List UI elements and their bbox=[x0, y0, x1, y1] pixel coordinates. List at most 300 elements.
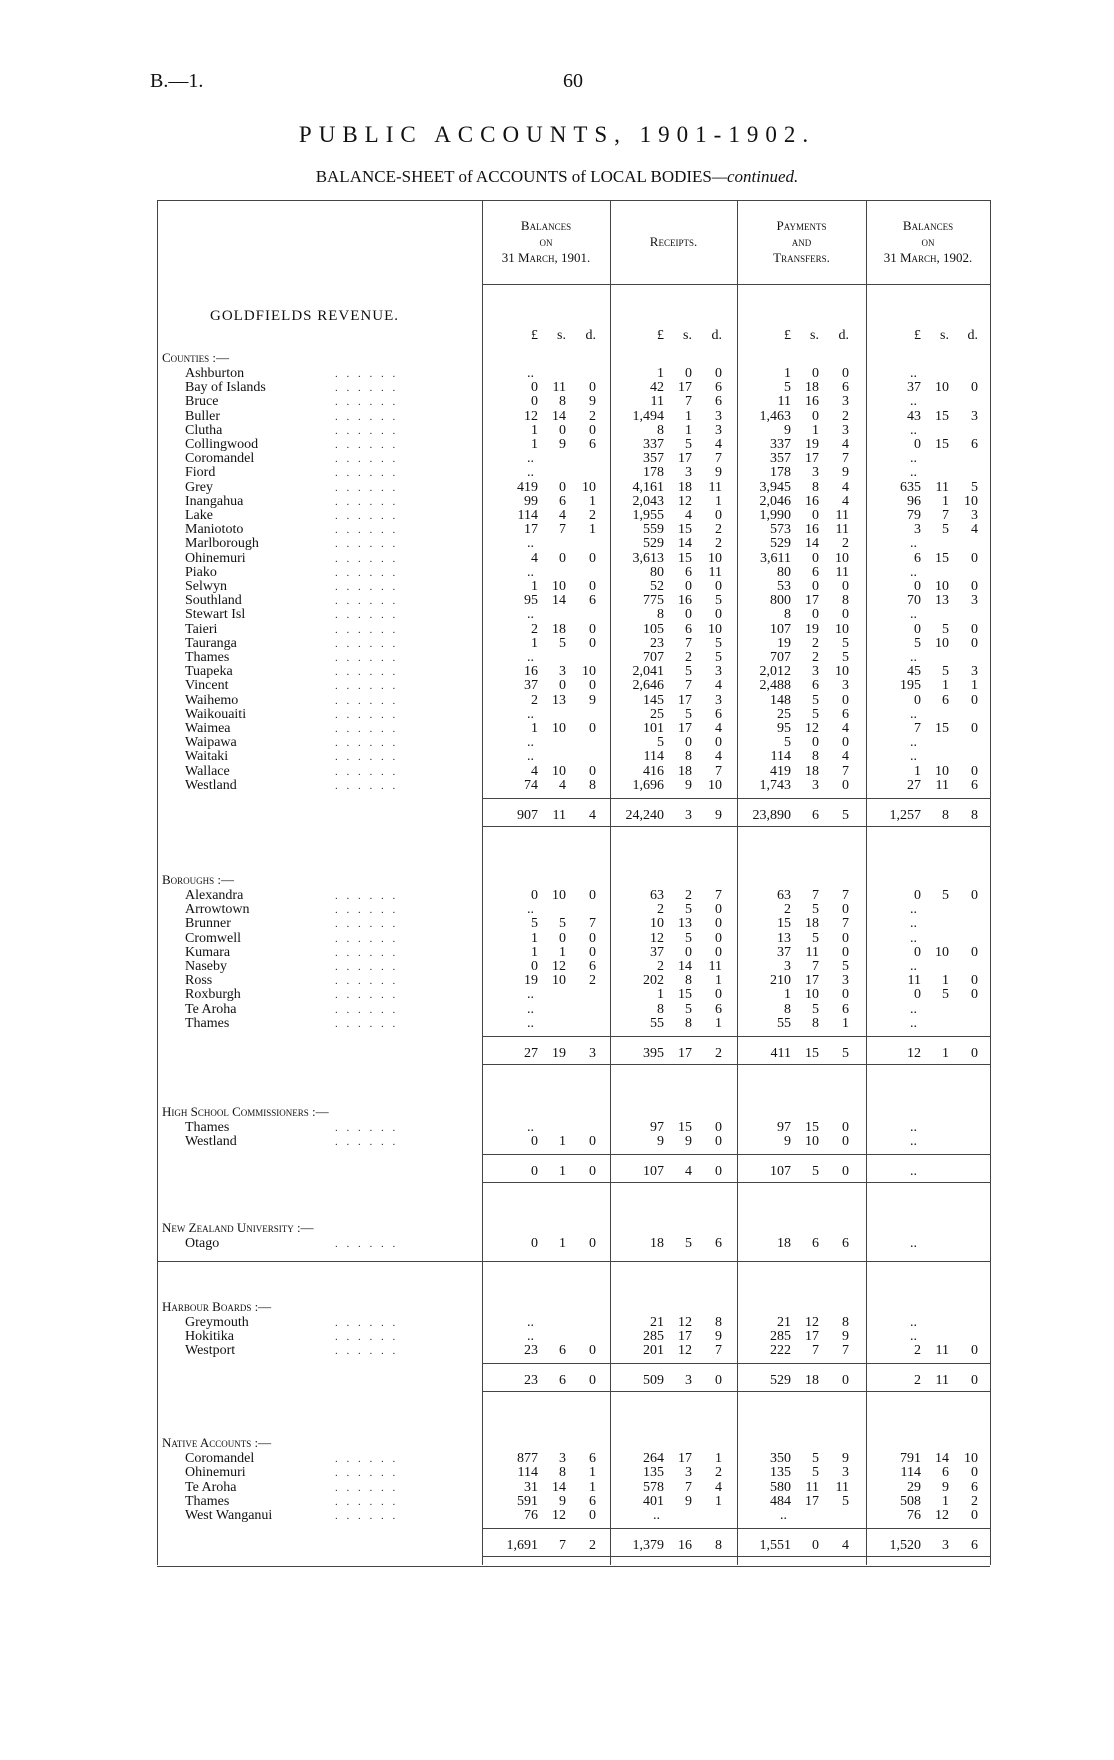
table-cell: 145 bbox=[643, 692, 664, 708]
table-cell: 1,696 bbox=[632, 777, 664, 793]
row-name: Waikouaiti bbox=[185, 706, 247, 722]
table-cell: 5 bbox=[812, 706, 819, 722]
table-cell: 0 bbox=[842, 1164, 849, 1180]
table-cell: 1,551 bbox=[759, 1538, 791, 1554]
table-cell: 1 bbox=[531, 930, 538, 946]
table-cell: 395 bbox=[643, 1046, 664, 1061]
table-cell: 107 bbox=[770, 621, 791, 637]
row-name: Te Aroha bbox=[185, 1001, 237, 1017]
row-name: Thames bbox=[185, 1015, 230, 1031]
table-cell: 19 bbox=[777, 635, 791, 651]
table-cell: 401 bbox=[643, 1493, 664, 1509]
unit-label-pence: d. bbox=[967, 328, 978, 343]
table-cell: 10 bbox=[650, 916, 664, 932]
unit-label-shilling: s. bbox=[940, 328, 949, 343]
table-cell: 3 bbox=[842, 678, 849, 694]
table-cell: 3 bbox=[715, 408, 722, 424]
table-cell: 4 bbox=[842, 1538, 849, 1554]
table-cell: 0 bbox=[971, 621, 978, 637]
column-header-line: and bbox=[791, 234, 812, 249]
table-cell: 19 bbox=[805, 437, 819, 452]
table-cell: 6 bbox=[589, 593, 596, 609]
table-cell: 8 bbox=[842, 1314, 849, 1330]
table-cell: 2 bbox=[589, 973, 596, 989]
table-cell: 96 bbox=[907, 493, 921, 509]
table-cell: 9 bbox=[559, 437, 566, 452]
table-cell: 13 bbox=[935, 593, 949, 609]
table-cell: .. bbox=[910, 916, 917, 932]
table-cell: .. bbox=[527, 706, 534, 722]
table-cell: 0 bbox=[842, 579, 849, 594]
table-cell: 0 bbox=[589, 550, 596, 566]
total-separator bbox=[482, 1154, 990, 1155]
table-cell: 5 bbox=[685, 930, 692, 946]
table-cell: 0 bbox=[685, 735, 692, 751]
table-cell: 1 bbox=[942, 1493, 949, 1509]
table-cell: 3 bbox=[685, 465, 692, 481]
unit-label-pence: d. bbox=[711, 328, 722, 343]
table-cell: 6 bbox=[685, 564, 692, 580]
table-cell: 0 bbox=[589, 635, 596, 651]
table-cell: 4 bbox=[685, 1164, 692, 1180]
column-header-line: Balances bbox=[902, 218, 954, 233]
table-cell: .. bbox=[527, 465, 534, 481]
dot-leader: . . . . . . bbox=[335, 890, 399, 902]
page-subtitle bbox=[0, 167, 1114, 187]
table-cell: 17 bbox=[805, 1328, 819, 1344]
table-cell: 0 bbox=[812, 735, 819, 751]
table-cell: 7 bbox=[559, 1538, 566, 1554]
table-cell: 23 bbox=[524, 1343, 538, 1358]
table-cell: 0 bbox=[715, 916, 722, 932]
table-cell: 9 bbox=[842, 1451, 849, 1467]
table-cell: 11 bbox=[650, 394, 664, 410]
table-cell: 6 bbox=[842, 380, 849, 396]
table-cell: 4 bbox=[715, 721, 722, 736]
row-name: Brunner bbox=[185, 916, 231, 932]
total-separator bbox=[482, 1036, 990, 1037]
table-cell: 1 bbox=[685, 408, 692, 424]
dot-leader: . . . . . . bbox=[335, 1017, 399, 1030]
table-cell: 0 bbox=[715, 902, 722, 918]
table-cell: 6 bbox=[971, 1479, 978, 1495]
total-separator bbox=[482, 1391, 990, 1392]
table-cell: 3 bbox=[914, 522, 921, 538]
table-cell: 4 bbox=[842, 721, 849, 736]
row-name: Cromwell bbox=[185, 930, 241, 946]
table-cell: 0 bbox=[685, 944, 692, 960]
total-separator bbox=[482, 798, 990, 799]
table-cell: 3 bbox=[559, 664, 566, 680]
table-cell: 6 bbox=[589, 437, 596, 452]
table-cell: 3,613 bbox=[632, 550, 664, 566]
table-cell: 4 bbox=[715, 749, 722, 765]
table-cell: 1,379 bbox=[632, 1538, 664, 1554]
table-cell: .. bbox=[910, 1328, 917, 1344]
table-cell: 578 bbox=[643, 1479, 664, 1495]
table-cell: 2,046 bbox=[759, 493, 791, 509]
table-cell: 70 bbox=[907, 593, 921, 609]
table-cell: 5 bbox=[685, 902, 692, 918]
goldfields-heading: GOLDFIELDS REVENUE. bbox=[210, 308, 399, 324]
table-cell: 9 bbox=[685, 777, 692, 793]
table-cell: 13 bbox=[777, 930, 791, 946]
table-cell: 1 bbox=[685, 422, 692, 438]
table-cell: 11 bbox=[935, 479, 949, 495]
table-cell: 18 bbox=[650, 1236, 664, 1252]
table-cell: 0 bbox=[589, 579, 596, 594]
table-cell: 5 bbox=[685, 437, 692, 452]
table-cell: 10 bbox=[935, 635, 949, 651]
table-cell: 3 bbox=[971, 508, 978, 523]
table-cell: 2 bbox=[657, 902, 664, 918]
table-cell: .. bbox=[910, 394, 917, 410]
table-cell: 8 bbox=[685, 1015, 692, 1031]
table-cell: 1,257 bbox=[889, 808, 921, 823]
table-cell: 0 bbox=[971, 987, 978, 1003]
table-cell: 0 bbox=[914, 437, 921, 452]
table-cell: 7 bbox=[589, 916, 596, 932]
table-cell: 107 bbox=[770, 1164, 791, 1180]
row-name: Bay of Islands bbox=[185, 380, 266, 396]
table-cell: 17 bbox=[678, 1046, 692, 1061]
table-cell: 5 bbox=[812, 1001, 819, 1017]
row-name: Roxburgh bbox=[185, 987, 241, 1003]
table-cell: 5 bbox=[685, 664, 692, 680]
table-cell: .. bbox=[527, 1015, 534, 1031]
table-cell: 411 bbox=[770, 1046, 791, 1061]
table-cell: 12 bbox=[552, 1508, 566, 1523]
table-cell: 10 bbox=[935, 380, 949, 396]
table-cell: 0 bbox=[589, 888, 596, 903]
table-row bbox=[0, 1134, 1114, 1150]
table-cell: 8 bbox=[812, 749, 819, 765]
table-cell: 27 bbox=[524, 1046, 538, 1061]
table-cell: 0 bbox=[715, 1120, 722, 1135]
table-cell: 14 bbox=[935, 1451, 949, 1467]
table-cell: 1 bbox=[784, 366, 791, 381]
table-cell: 0 bbox=[589, 1373, 596, 1389]
row-name: Thames bbox=[185, 1493, 230, 1509]
table-cell: 1 bbox=[715, 1451, 722, 1467]
column-header-line: Transfers. bbox=[773, 250, 830, 265]
table-cell: 0 bbox=[971, 888, 978, 903]
table-cell: 14 bbox=[805, 536, 819, 552]
row-name: Tauranga bbox=[185, 635, 237, 651]
table-cell: 23 bbox=[650, 635, 664, 651]
table-cell: 1 bbox=[559, 944, 566, 960]
table-cell: 16 bbox=[805, 522, 819, 538]
table-cell: 11 bbox=[935, 777, 949, 793]
table-cell: 559 bbox=[643, 522, 664, 538]
table-cell: 7 bbox=[842, 763, 849, 779]
table-cell: 6 bbox=[589, 959, 596, 974]
table-cell: .. bbox=[910, 706, 917, 722]
table-cell: 5 bbox=[942, 621, 949, 637]
row-name: Piako bbox=[185, 564, 217, 580]
dot-leader: . . . . . . bbox=[335, 765, 399, 778]
row-name: Waihemo bbox=[185, 692, 239, 708]
table-cell: 6 bbox=[942, 1465, 949, 1481]
dot-leader: . . . . . . bbox=[335, 904, 399, 917]
table-cell: 4 bbox=[559, 777, 566, 793]
table-cell: 6 bbox=[715, 706, 722, 722]
table-cell: 0 bbox=[589, 422, 596, 438]
table-cell: 10 bbox=[935, 944, 949, 960]
table-cell: 0 bbox=[685, 579, 692, 594]
table-cell: 1 bbox=[812, 422, 819, 438]
table-cell: 3 bbox=[715, 692, 722, 708]
table-cell: 9 bbox=[657, 1134, 664, 1150]
table-cell: 11 bbox=[935, 1373, 949, 1389]
table-cell: 18 bbox=[777, 1236, 791, 1252]
row-name: Naseby bbox=[185, 959, 227, 974]
table-cell: 7 bbox=[715, 451, 722, 467]
table-cell: 17 bbox=[805, 451, 819, 467]
table-cell: 37 bbox=[907, 380, 921, 396]
table-cell: 1 bbox=[559, 1164, 566, 1180]
table-cell: 9 bbox=[942, 1479, 949, 1495]
table-cell: 1,990 bbox=[759, 508, 791, 523]
table-cell: 10 bbox=[708, 621, 722, 637]
table-cell: 14 bbox=[552, 408, 566, 424]
table-cell: 0 bbox=[559, 479, 566, 495]
dot-leader: . . . . . . bbox=[335, 1238, 399, 1251]
row-name: Marlborough bbox=[185, 536, 259, 552]
column-header bbox=[610, 218, 737, 250]
table-cell: 9 bbox=[715, 465, 722, 481]
dot-leader: . . . . . . bbox=[335, 989, 399, 1002]
table-cell: 8 bbox=[559, 394, 566, 410]
table-cell: 37 bbox=[524, 678, 538, 694]
table-cell: 0 bbox=[971, 1465, 978, 1481]
table-cell: 11 bbox=[935, 1343, 949, 1358]
table-cell: 7 bbox=[812, 1343, 819, 1358]
table-cell: 0 bbox=[971, 1373, 978, 1389]
table-cell: 1 bbox=[531, 721, 538, 736]
table-cell: 7 bbox=[715, 1343, 722, 1358]
table-cell: 0 bbox=[842, 930, 849, 946]
table-cell: 10 bbox=[552, 888, 566, 903]
table-cell: 0 bbox=[715, 366, 722, 381]
table-cell: 4 bbox=[589, 808, 596, 823]
table-cell: 1 bbox=[842, 1015, 849, 1031]
table-cell: 37 bbox=[650, 944, 664, 960]
table-cell: 12 bbox=[678, 1314, 692, 1330]
table-cell: 5 bbox=[942, 522, 949, 538]
dot-leader: . . . . . . bbox=[335, 609, 399, 622]
table-cell: 0 bbox=[971, 763, 978, 779]
table-cell: 0 bbox=[914, 579, 921, 594]
dot-leader: . . . . . . bbox=[335, 680, 399, 693]
table-cell: 95 bbox=[777, 721, 791, 736]
table-cell: 6 bbox=[715, 380, 722, 396]
table-cell: 114 bbox=[900, 1465, 921, 1481]
table-cell: 1 bbox=[942, 678, 949, 694]
dot-leader: . . . . . . bbox=[335, 737, 399, 750]
table-cell: 1 bbox=[715, 973, 722, 989]
table-cell: 11 bbox=[835, 1479, 849, 1495]
table-cell: 11 bbox=[777, 394, 791, 410]
table-cell: 1 bbox=[715, 1493, 722, 1509]
table-cell: 11 bbox=[805, 1479, 819, 1495]
table-cell: 2 bbox=[715, 522, 722, 538]
section-title: High School Commissioners :— bbox=[162, 1104, 329, 1119]
table-cell: 6 bbox=[685, 621, 692, 637]
table-cell: 5 bbox=[914, 635, 921, 651]
table-cell: .. bbox=[910, 1134, 917, 1150]
table-cell: 135 bbox=[770, 1465, 791, 1481]
table-cell: 80 bbox=[777, 564, 791, 580]
table-cell: 8 bbox=[657, 607, 664, 623]
table-cell: 7 bbox=[842, 888, 849, 903]
table-cell: 0 bbox=[589, 944, 596, 960]
column-header-line: on bbox=[539, 234, 553, 249]
section-title: Boroughs :— bbox=[162, 872, 235, 887]
table-cell: 2 bbox=[531, 692, 538, 708]
table-cell: 0 bbox=[531, 394, 538, 410]
row-name: Waimea bbox=[185, 721, 231, 736]
table-cell: 21 bbox=[650, 1314, 664, 1330]
table-cell: 1,743 bbox=[759, 777, 791, 793]
table-cell: 11 bbox=[708, 479, 722, 495]
row-name: Wallace bbox=[185, 763, 230, 779]
table-cell: 0 bbox=[842, 777, 849, 793]
dot-leader: . . . . . . bbox=[335, 694, 399, 707]
table-cell: 5 bbox=[715, 635, 722, 651]
table-cell: 8 bbox=[685, 973, 692, 989]
table-cell: 3 bbox=[559, 1451, 566, 1467]
table-cell: 419 bbox=[770, 763, 791, 779]
row-name: Ohinemuri bbox=[185, 1465, 246, 1481]
dot-leader: . . . . . . bbox=[335, 595, 399, 608]
table-cell: 5 bbox=[942, 664, 949, 680]
table-cell: 0 bbox=[715, 944, 722, 960]
table-cell: 7 bbox=[685, 1479, 692, 1495]
table-cell: 6 bbox=[842, 1001, 849, 1017]
total-row bbox=[0, 1164, 1114, 1180]
table-cell: 14 bbox=[678, 959, 692, 974]
table-cell: 10 bbox=[552, 763, 566, 779]
table-cell: 15 bbox=[935, 437, 949, 452]
table-cell: 4 bbox=[715, 437, 722, 452]
table-cell: 12 bbox=[907, 1046, 921, 1061]
table-cell: 3 bbox=[715, 422, 722, 438]
table-cell: 2,488 bbox=[759, 678, 791, 694]
table-cell: 10 bbox=[935, 579, 949, 594]
table-cell: 2,646 bbox=[632, 678, 664, 694]
table-cell: 0 bbox=[812, 579, 819, 594]
table-cell: 6 bbox=[812, 678, 819, 694]
table-cell: 4 bbox=[531, 550, 538, 566]
table-cell: 877 bbox=[517, 1451, 538, 1467]
table-cell: 10 bbox=[552, 721, 566, 736]
table-cell: 97 bbox=[777, 1120, 791, 1135]
table-cell: 8 bbox=[784, 1001, 791, 1017]
table-cell: 2,041 bbox=[632, 664, 664, 680]
dot-leader: . . . . . . bbox=[335, 708, 399, 721]
table-cell: 707 bbox=[643, 650, 664, 665]
row-name: Buller bbox=[185, 408, 220, 424]
table-cell: 1 bbox=[559, 1134, 566, 1150]
table-cell: 0 bbox=[559, 422, 566, 438]
table-cell: 8 bbox=[589, 777, 596, 793]
table-cell: 12 bbox=[678, 1343, 692, 1358]
table-row bbox=[0, 1508, 1114, 1524]
table-cell: 529 bbox=[770, 536, 791, 552]
table-cell: 1 bbox=[531, 635, 538, 651]
table-cell: 6 bbox=[971, 1538, 978, 1554]
table-cell: 357 bbox=[770, 451, 791, 467]
table-cell: 10 bbox=[964, 1451, 978, 1467]
table-cell: 101 bbox=[643, 721, 664, 736]
table-cell: 10 bbox=[708, 550, 722, 566]
table-cell: 5 bbox=[685, 1236, 692, 1252]
dot-leader: . . . . . . bbox=[335, 495, 399, 508]
table-cell: 114 bbox=[770, 749, 791, 765]
table-cell: 5 bbox=[531, 916, 538, 932]
total-row bbox=[0, 1538, 1114, 1554]
row-name: Stewart Isl bbox=[185, 607, 246, 623]
table-cell: 17 bbox=[524, 522, 538, 538]
table-cell: 2 bbox=[589, 408, 596, 424]
table-cell: 10 bbox=[835, 621, 849, 637]
table-cell: 8 bbox=[784, 607, 791, 623]
table-cell: 4 bbox=[842, 479, 849, 495]
table-cell: 2,012 bbox=[759, 664, 791, 680]
section-title: Counties :— bbox=[162, 350, 230, 365]
table-cell: 2 bbox=[715, 1046, 722, 1061]
table-cell: 6 bbox=[559, 1343, 566, 1358]
dot-leader: . . . . . . bbox=[335, 581, 399, 593]
dot-leader: . . . . . . bbox=[335, 751, 399, 764]
table-cell: 0 bbox=[812, 550, 819, 566]
dot-leader: . . . . . . bbox=[335, 623, 399, 636]
table-cell: 6 bbox=[589, 1493, 596, 1509]
table-cell: .. bbox=[527, 1120, 534, 1135]
table-cell: 337 bbox=[643, 437, 664, 452]
table-cell: 23,890 bbox=[752, 808, 791, 823]
table-cell: 11 bbox=[708, 959, 722, 974]
row-name: Fiord bbox=[185, 465, 216, 481]
table-cell: 0 bbox=[589, 1343, 596, 1358]
table-cell: 15 bbox=[678, 550, 692, 566]
table-cell: 1 bbox=[589, 1465, 596, 1481]
table-cell: 12 bbox=[805, 721, 819, 736]
table-cell: 2 bbox=[657, 959, 664, 974]
table-cell: 2 bbox=[842, 408, 849, 424]
table-cell: 15 bbox=[935, 550, 949, 566]
total-separator bbox=[482, 1528, 990, 1529]
column-header-line: 31 March, 1901. bbox=[501, 250, 591, 265]
table-cell: 6 bbox=[842, 706, 849, 722]
table-cell: 114 bbox=[517, 508, 538, 523]
table-cell: .. bbox=[527, 366, 534, 381]
table-cell: 2 bbox=[715, 1465, 722, 1481]
table-cell: 74 bbox=[524, 777, 538, 793]
table-cell: 3 bbox=[842, 394, 849, 410]
table-cell: 9 bbox=[559, 1493, 566, 1509]
table-cell: 5 bbox=[559, 916, 566, 932]
table-cell: 0 bbox=[971, 692, 978, 708]
table-cell: .. bbox=[527, 749, 534, 765]
table-cell: 16 bbox=[805, 493, 819, 509]
table-cell: 0 bbox=[531, 1236, 538, 1252]
table-cell: 0 bbox=[842, 1134, 849, 1150]
table-cell: 6 bbox=[715, 1001, 722, 1017]
table-cell: 11 bbox=[835, 522, 849, 538]
table-cell: 264 bbox=[643, 1451, 664, 1467]
